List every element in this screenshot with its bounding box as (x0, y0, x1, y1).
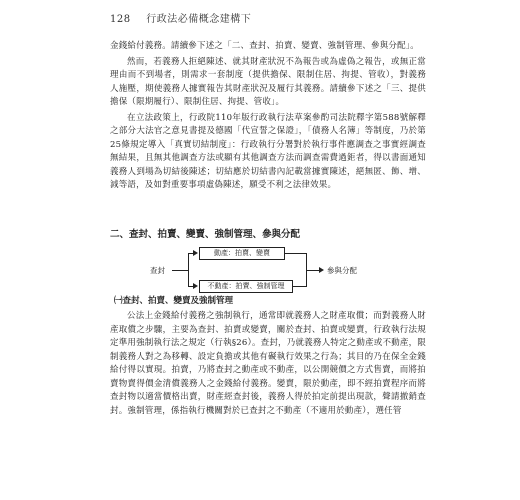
box-movable: 動產：拍賣、變賣 (199, 247, 285, 260)
arrow-top-icon (193, 250, 198, 256)
page-header (110, 10, 251, 25)
sub-heading: ㈠查封、拍賣、變賣及強制管理 (114, 296, 234, 306)
connector-line (172, 270, 188, 271)
paragraph-2: 然而，若義務人拒絕陳述、就其財產狀況不為報告或為虛偽之報告，或無正當理由而不到場者，則需求一套制度（提供擔保、限制住居、拘提、管收），對義務人施壓，期使義務人據實報告其財產狀況及履行其義務。請續參下述之「三、提供擔保（限期履行）、限制住居、拘提、管收」。 (110, 56, 426, 107)
sub-body-text (110, 310, 426, 418)
arrow-right-icon (319, 267, 324, 273)
box-immovable: 不動產：拍賣、強制管理 (199, 280, 293, 293)
paragraph-1: 金錢給付義務。請續參下述之「二、查封、拍賣、變賣、強制管理、參與分配」。 (110, 41, 419, 51)
diagram-right-label: 參與分配 (327, 266, 357, 275)
output-line (306, 270, 320, 271)
section-heading: 二、查封、拍賣、變賣、強制管理、參與分配 (110, 229, 301, 240)
running-title: 行政法必備概念建構下 (146, 14, 252, 25)
merge-top-line (284, 253, 306, 254)
paragraph-4: 公法上金錢給付義務之強制執行，通常即就義務人之財產取償；而對義務人財產取償之步驟，主要為查封、拍賣或變賣，關於查封、拍賣或變賣，行政執行法規定準用強制執行法之規定（行執§26）。查封，乃就義務人特定之動產或不動產，限制義務人對之為移轉、設定負擔或其他有礙執行效果之行為；其目的乃在保全金錢給付得以實現。拍賣，乃將查封之動產或不動產，以公開競價之方式售賣，而將拍賣物賣得價金清償義務人之金錢給付義務。變賣，限於動產，即不經拍賣程序而將查封物以適當價格出賣，財產經查封後，義務人得於拍定前提出現款，聲請撤銷查封。強制管理，係指執行機關對於已查封之不動產（不適用於動產），選任管 (110, 311, 426, 416)
merge-bottom-line (292, 286, 306, 287)
branch-line (188, 253, 189, 287)
arrow-bottom-icon (193, 283, 198, 289)
page-number: 128 (110, 14, 131, 25)
flow-diagram (150, 246, 390, 292)
body-text (110, 40, 426, 193)
diagram-left-label: 查封 (150, 266, 165, 275)
paragraph-3: 在立法政策上，行政院110年版行政執行法草案參酌司法院釋字第588號解釋之部分大法官之意見書提及德國「代宣誓之保證」，「債務人名簿」等制度，乃於第25條規定導入「真實切結制度」：行政執行分署對於執行事件應調查之事實經調查無結果，且無其他調查方法或顯有其他調查方法而調查需費過鉅者，得以書面通知義務人到場為切結後陳述；切結應於切結書內記載當據實陳述，絕無匿、飾、增、減等語，及如對重要事項虛偽陳述，願受不利之法律效果。 (110, 112, 426, 190)
